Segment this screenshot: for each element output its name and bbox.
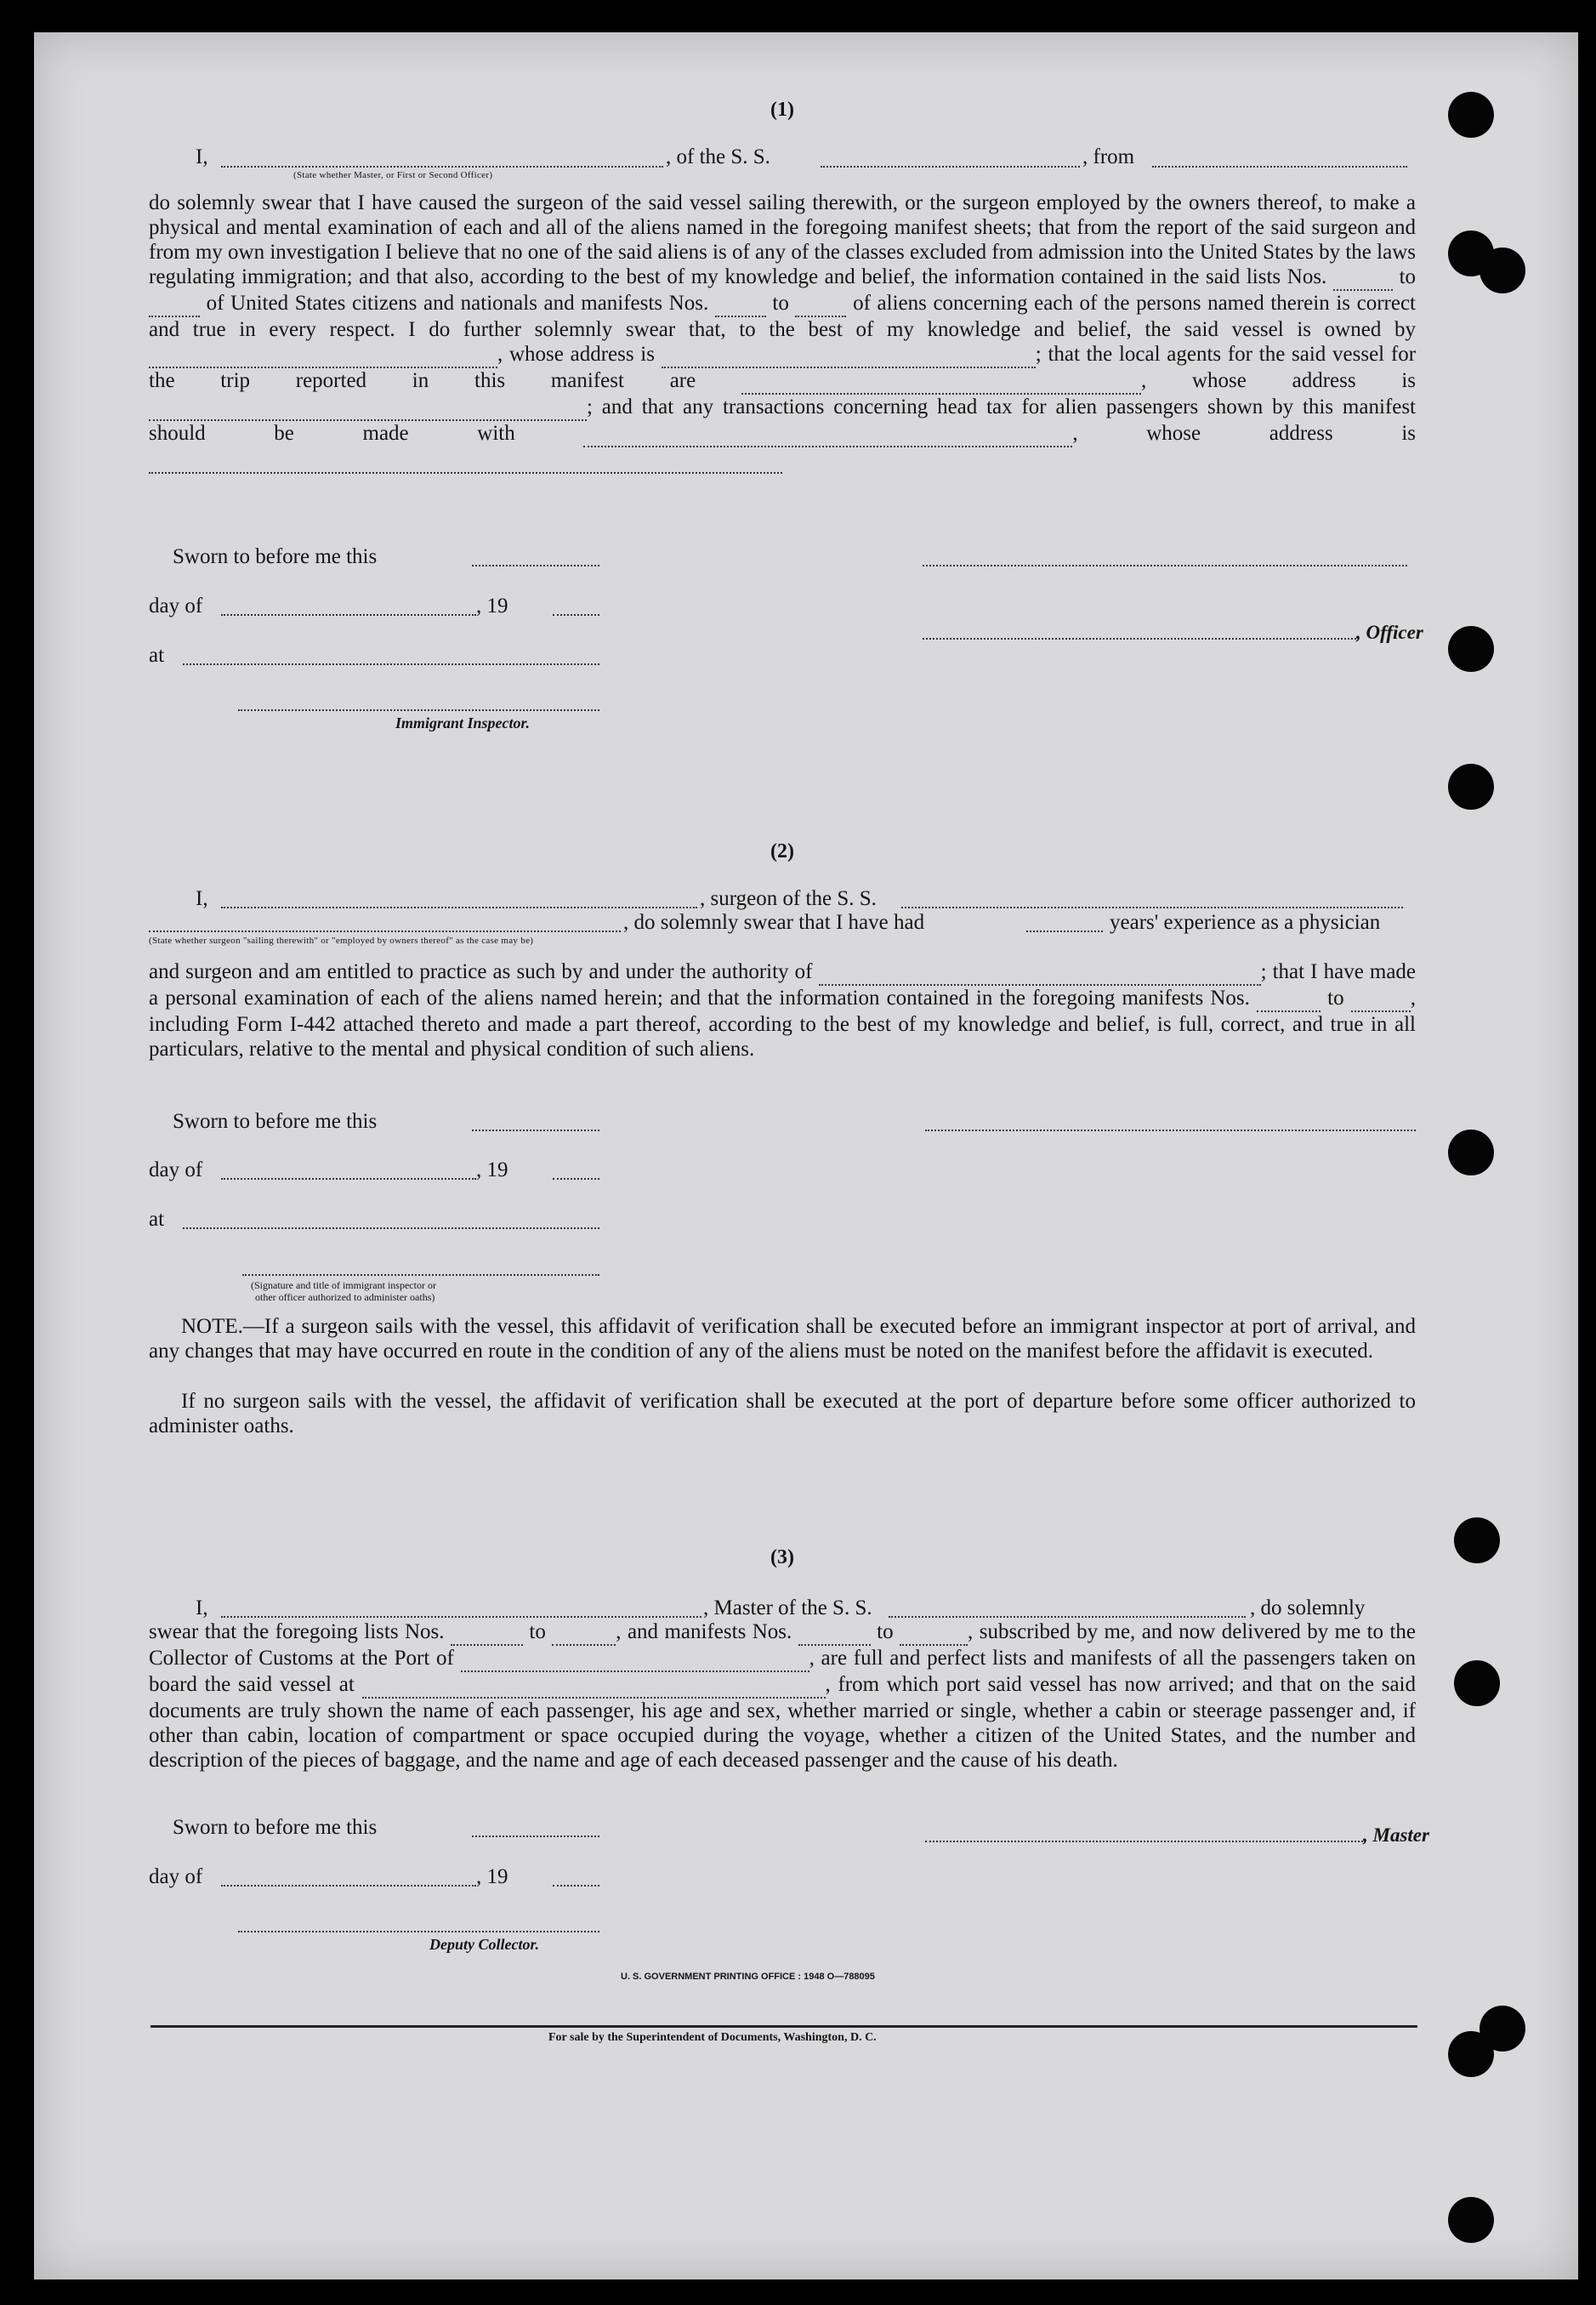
sworn-label: Sworn to before me this (173, 1110, 378, 1133)
authority-field[interactable] (819, 959, 1261, 986)
section-heading: (1) (770, 99, 794, 121)
master-of-label: , Master of the S. S. (703, 1596, 872, 1619)
years-field[interactable] (1026, 912, 1103, 932)
text: of United States citizens and nationals and manifests Nos. (206, 292, 709, 315)
from-field[interactable] (1152, 147, 1407, 168)
text: of aliens concerning each of the persons named therein is correct and true in every respect. I do further solemnly swear that, to the best of my knowledge and belief, the said vessel is owned by (149, 292, 1417, 341)
text: that I have made a personal examination of each of the aliens named herein; and that the information contained in the foregoing manifests Nos. (149, 960, 1417, 1010)
inspector-signature-line[interactable] (238, 709, 599, 711)
note-paragraph: NOTE.—If a surgeon sails with the vessel, this affidavit of verification shall be executed before an immigrant inspector at port of arrival, and any changes that may have occurred en route in the condition of any of the aliens must be noted on the manifest before the affidavit is executed. (149, 1315, 1416, 1363)
vessel-field[interactable] (889, 1597, 1246, 1618)
text: , from which (825, 1673, 939, 1696)
list-from-field[interactable] (1333, 265, 1393, 291)
text: port said vessel has now arrived; and that on the said documents are truly shown the name of each passenger, his age and sex, whether married or single, whether a cabin or steerage passenger and, if other than cabin, location of compartment or space occupied during the voyage, whether a citizen of the United States, and the number and description of the pieces of baggage, and the name and age of each deceased passenger and the cause of his death. (149, 1673, 1417, 1772)
text: to (877, 1620, 894, 1643)
day-of-label: day of (149, 595, 203, 618)
master-name-field[interactable] (221, 1597, 701, 1618)
deputy-label: Deputy Collector. (429, 1936, 539, 1953)
year-field[interactable] (553, 1866, 599, 1887)
section-heading: (2) (770, 840, 794, 862)
manifest-to-field[interactable] (900, 1619, 968, 1646)
text: swear that the foregoing lists Nos. (149, 1620, 445, 1643)
surgeon-role-field[interactable] (149, 912, 621, 932)
sale-notice: For sale by the Superintendent of Documents, Washington, D. C. (548, 2031, 877, 2044)
agents-address-field[interactable] (149, 395, 587, 421)
sworn-date-field[interactable] (472, 1111, 599, 1131)
text: , whose address is (1072, 422, 1417, 445)
year-field[interactable] (553, 595, 599, 616)
text: , subscribed by me, and now (968, 1620, 1216, 1643)
surgeon-name-field[interactable] (221, 888, 697, 908)
binder-hole (1480, 248, 1525, 293)
i-label: I, (196, 145, 208, 168)
text: to (529, 1620, 546, 1643)
boarding-port-field[interactable] (362, 1672, 826, 1699)
inspector-label: Immigrant Inspector. (395, 714, 531, 731)
day-field[interactable] (221, 1159, 476, 1180)
headtax-address-field[interactable] (149, 447, 782, 474)
swear-text: , do solemnly swear that I have had (623, 911, 925, 934)
at-field[interactable] (183, 645, 599, 665)
text: to (772, 292, 789, 315)
text: manifests of all the passengers taken on board the said vessel at (149, 1647, 1417, 1696)
sig-note: other officer authorized to administer oaths) (255, 1291, 435, 1303)
at-label: at (149, 644, 165, 667)
manifest-from-field[interactable] (798, 1619, 871, 1646)
binder-hole (1454, 1517, 1500, 1563)
year-label: , 19 (476, 1865, 508, 1888)
binder-hole (1448, 2197, 1494, 2243)
port-field[interactable] (461, 1646, 809, 1672)
officer-signature-line[interactable] (242, 1274, 599, 1276)
master-label: , Master (1363, 1824, 1429, 1846)
manifest-to-field[interactable] (1351, 986, 1411, 1012)
owner-address-field[interactable] (662, 342, 1036, 368)
owner-field[interactable] (149, 342, 497, 368)
binder-hole (1448, 764, 1494, 810)
of-ss-label: , of the S. S. (666, 145, 770, 168)
headtax-field[interactable] (583, 421, 1072, 447)
deputy-signature-line[interactable] (238, 1931, 599, 1932)
sworn-date-field[interactable] (472, 546, 599, 566)
manifest-from-field[interactable] (1257, 986, 1321, 1012)
year-field[interactable] (553, 1159, 599, 1180)
text: , are full and perfect lists and (809, 1647, 1065, 1670)
manifest-from-field[interactable] (715, 291, 766, 317)
text: ; and that any transactions concerning head tax for alien passengers shown by this manifest should be made with (149, 396, 1416, 445)
i-label: I, (196, 887, 208, 910)
text: do solemnly swear that I have caused the surgeon of the said vessel sailing therewith, or the surgeon employed by the owners thereof, to make a physical and mental examination of each and all of the aliens named in the foregoing manifest sheets; that from the report of the said surgeon and from my own investigation I believe that no one of the said aliens is of any of the classes excluded from admission into the United States by the laws regulating immigration; and that also, according to the best of my knowledge and belief, the information contained in the said lists Nos. (149, 191, 1416, 288)
signature-field[interactable] (925, 1111, 1416, 1131)
text: and surgeon and am entitled to practice as such by and under the authority of (149, 960, 813, 983)
text: , and manifests Nos. (616, 1620, 792, 1643)
master-signature-field[interactable] (925, 1822, 1363, 1842)
day-field[interactable] (221, 1866, 476, 1887)
years-text: years' experience as a physician (1110, 911, 1381, 934)
agents-field[interactable] (741, 368, 1141, 395)
sworn-label: Sworn to before me this (173, 545, 378, 568)
sworn-label: Sworn to before me this (173, 1816, 378, 1839)
section-heading: (3) (770, 1546, 794, 1568)
year-label: , 19 (476, 1158, 508, 1181)
signature-field[interactable] (923, 546, 1407, 566)
text: to (1399, 265, 1417, 288)
at-label: at (149, 1208, 165, 1231)
footer-rule (151, 2025, 1417, 2028)
text: delivered by me to the Collector of Customs at the Port of (149, 1620, 1417, 1670)
year-label: , 19 (476, 595, 508, 618)
vessel-field[interactable] (901, 888, 1403, 908)
gpo-imprint: U. S. GOVERNMENT PRINTING OFFICE : 1948 O—788095 (621, 1972, 875, 1982)
text: to (1327, 987, 1344, 1010)
day-field[interactable] (221, 595, 476, 616)
sig-note: (Signature and title of immigrant inspector or (251, 1279, 436, 1291)
sworn-date-field[interactable] (472, 1817, 599, 1837)
from-label: , from (1082, 145, 1135, 168)
day-of-label: day of (149, 1158, 203, 1181)
note-paragraph: If no surgeon sails with the vessel, the affidavit of verification shall be executed at the port of departure before some officer authorized to administer oaths. (149, 1390, 1416, 1437)
at-field[interactable] (183, 1209, 599, 1229)
officer-field[interactable] (923, 619, 1356, 640)
text: whose address is (1191, 369, 1416, 392)
officer-label: , Officer (1356, 622, 1423, 643)
list-to-field[interactable] (552, 1619, 616, 1646)
binder-hole (1448, 626, 1494, 672)
list-from-field[interactable] (451, 1619, 523, 1646)
paragraph-text (149, 1619, 1416, 1773)
name-field[interactable] (221, 147, 663, 168)
paragraph-text: do solemnly swear that I have caused the surgeon of the said vessel sailing therewith, or the surgeon employed by the owners thereof, to make a physical and mental examination of each and all of the aliens named in the foregoing manifest sheets; that from the report of the said surgeon and from my own investigation I believe that no one of the said aliens is of any of the classes excluded from admission into the United States by the laws regulating immigration; and that also, according to the best of my knowledge and belief, the information contained in the said lists Nos. to of United States citizens and nationals and manifests Nos. to of aliens concerning each of the persons named therein is correct and true in every respect. I do further solemnly swear that, to the best of my knowledge and belief, the said vessel is owned by , whose address is ; that the local agents for the said vessel for the trip reported in this manifest are , whose address is ; and that any transactions concerning head tax for alien passengers shown by this manifest should be made with , whose address is (149, 191, 1416, 474)
manifest-to-field[interactable] (795, 291, 846, 317)
text: , including Form I-442 attached thereto and made a part thereof, according to the best of my knowledge and belief, is full, correct, and true in all particulars, relative to the mental and physical condition of such aliens. (149, 987, 1416, 1061)
do-solemnly-label: , do solemnly (1250, 1596, 1366, 1619)
vessel-field[interactable] (821, 147, 1080, 168)
binder-hole (1448, 92, 1494, 138)
binder-hole (1448, 1130, 1494, 1175)
binder-hole (1448, 2031, 1494, 2077)
binder-hole (1454, 1660, 1500, 1706)
paragraph-text: and surgeon and am entitled to practice as such by and under the authority of ; that I have made a personal examination of each of the aliens named herein; and that the information contained in the foregoing manifests Nos. to , including Form I-442 attached thereto and made a part thereof, according to the best of my knowledge and belief, is full, correct, and true in all particulars, relative to the mental and physical condition of such aliens. (149, 960, 1417, 1061)
list-to-field[interactable] (149, 291, 200, 317)
text: that the local agents for the said vessel for the trip reported in this manifest are (149, 343, 1417, 392)
i-label: I, (196, 1596, 208, 1619)
role-note: (State whether surgeon "sailing therewith" or "employed by owners thereof" as the case may be) (149, 936, 534, 946)
surgeon-of-label: , surgeon of the S. S. (700, 887, 877, 910)
day-of-label: day of (149, 1865, 203, 1888)
role-note: (State whether Master, or First or Second Officer) (293, 170, 493, 180)
text: , whose address is (497, 343, 655, 366)
form-page (34, 32, 1578, 2279)
